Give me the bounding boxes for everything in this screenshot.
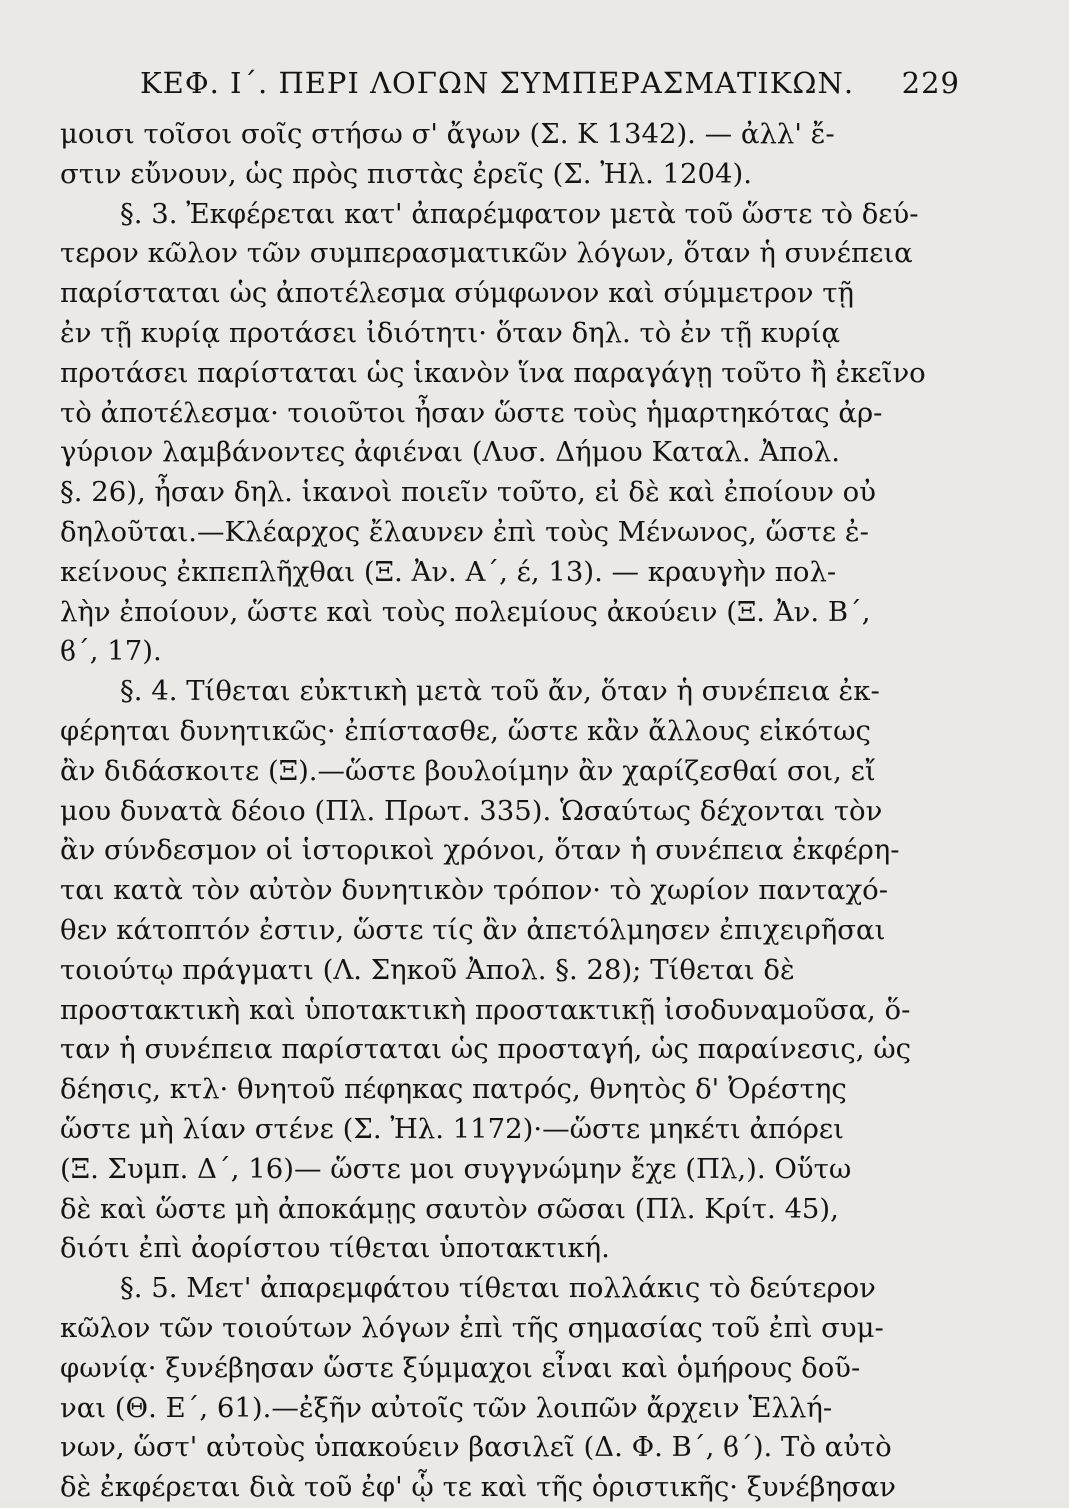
paragraph-3-start: §. 3. Ἐκφέρεται κατ' ἀπαρέμφατον μετὰ τοῦ ὥστε τὸ δεύ- bbox=[120, 197, 919, 230]
text-line: ὥστε μὴ λίαν στένε (Σ. Ἠλ. 1172)·—ὥστε μηκέτι ἀπόρει bbox=[60, 1112, 844, 1145]
text-line: ναι (Θ. Ε΄, 61).—ἐξῆν αὐτοῖς τῶν λοιπῶν ἄρχειν Ἑλλή- bbox=[60, 1391, 833, 1424]
text-line: φέρηται δυνητικῶς· ἐπίστασθε, ὥστε κἂν ἄλλους εἰκότως bbox=[60, 714, 871, 747]
text-line: τερον κῶλον τῶν συμπερασματικῶν λόγων, ὅταν ἡ συνέπεια bbox=[60, 237, 913, 270]
text-line: δέησις, κτλ· θνητοῦ πέφηκας πατρός, θνητὸς δ' Ὀρέστης bbox=[60, 1073, 847, 1106]
text-line: μου δυνατὰ δέοιο (Πλ. Πρωτ. 335). Ὡσαύτως δέχονται τὸν bbox=[60, 794, 883, 827]
text-line: κῶλον τῶν τοιούτων λόγων ἐπὶ τῆς σημασίας τοῦ ἐπὶ συμ- bbox=[60, 1311, 884, 1344]
text-line: φωνίᾳ· ξυνέβησαν ὥστε ξύμμαχοι εἶναι καὶ ὁμήρους δοῦ- bbox=[60, 1351, 861, 1384]
running-header bbox=[140, 66, 960, 100]
text-line: ἐν τῇ κυρίᾳ προτάσει ἰδιότητι· ὅταν δηλ. τὸ ἐν τῇ κυρίᾳ bbox=[60, 316, 841, 349]
text-line: προτάσει παρίσταται ὡς ἱκανὸν ἵνα παραγάγῃ τοῦτο ἢ ἐκεῖνο bbox=[60, 356, 926, 389]
text-line: μοισι τοῖσοι σοῖς στήσω σ' ἄγων (Σ. Κ 1342). — ἀλλ' ἔ- bbox=[60, 118, 835, 150]
text-line: §. 26), ἦσαν δηλ. ἱκανοὶ ποιεῖν τοῦτο, εἰ δὲ καὶ ἐποίουν οὐ bbox=[60, 476, 876, 509]
paragraph-5-start: §. 5. Μετ' ἀπαρεμφάτου τίθεται πολλάκις τὸ δεύτερον bbox=[120, 1272, 876, 1305]
text-line: δηλοῦται.—Κλέαρχος ἔλαυνεν ἐπὶ τοὺς Μένωνος, ὥστε ἐ- bbox=[60, 515, 869, 548]
text-line: ϐ΄, 17). bbox=[60, 635, 162, 668]
text-line: γύριον λαμβάνοντες ἀφιέναι (Λυσ. Δήμου Καταλ. Ἀπολ. bbox=[60, 436, 840, 469]
text-line: ἂν διδάσκοιτε (Ξ).—ὥστε βουλοίμην ἂν χαρίζεσθαί σοι, εἴ bbox=[60, 754, 876, 787]
text-line: ἂν σύνδεσμον οἱ ἱστορικοὶ χρόνοι, ὅταν ἡ συνέπεια ἐκφέρη- bbox=[60, 834, 900, 867]
text-line: παρίσταται ὡς ἀποτέλεσμα σύμφωνον καὶ σύμμετρον τῇ bbox=[60, 277, 854, 310]
text-line: δὲ ἐκφέρεται διὰ τοῦ ἐφ' ᾧ τε καὶ τῆς ὁριστικῆς· ξυνέβησαν bbox=[60, 1471, 896, 1504]
page-number: 229 bbox=[901, 66, 960, 100]
text-line: τοιούτῳ πράγματι (Λ. Σηκοῦ Ἀπολ. §. 28); Τίθεται δὲ bbox=[60, 953, 795, 986]
text-line: προστακτικὴ καὶ ὑποτακτικὴ προστακτικῇ ἰσοδυναμοῦσα, ὅ- bbox=[60, 993, 911, 1026]
text-line: νων, ὥστ' αὐτοὺς ὑπακούειν βασιλεῖ (Δ. Φ. Β΄, ϐ΄). Τὸ αὐτὸ bbox=[60, 1431, 892, 1464]
text-line: τὸ ἀποτέλεσμα· τοιοῦτοι ἦσαν ὥστε τοὺς ἡμαρτηκότας ἀρ- bbox=[60, 396, 883, 429]
text-line: διότι ἐπὶ ἀορίστου τίθεται ὑποτακτική. bbox=[60, 1232, 610, 1265]
text-line: λὴν ἐποίουν, ὥστε καὶ τοὺς πολεμίους ἀκούειν (Ξ. Ἀν. Β΄, bbox=[60, 595, 871, 628]
paragraph-4-start: §. 4. Τίθεται εὐκτικὴ μετὰ τοῦ ἄν, ὅταν ἡ συνέπεια ἐκ- bbox=[120, 675, 880, 708]
text-line: στιν εὔνουν, ὡς πρὸς πιστὰς ἐρεῖς (Σ. Ἠλ. 1204). bbox=[60, 157, 753, 190]
text-line: δὲ καὶ ὥστε μὴ ἀποκάμῃς σαυτὸν σῶσαι (Πλ. Κρίτ. 45), bbox=[60, 1192, 839, 1225]
chapter-title: ΚΕΦ. Ι΄. ΠΕΡΙ ΛΟΓΩΝ ΣΥΜΠΕΡΑΣΜΑΤΙΚΩΝ. bbox=[140, 66, 855, 100]
text-line: (Ξ. Συμπ. Δ΄, 16)— ὥστε μοι συγγνώμην ἔχε (Πλ,). Οὕτω bbox=[60, 1152, 852, 1185]
text-line: ταν ἡ συνέπεια παρίσταται ὡς προσταγή, ὡς παραίνεσις, ὡς bbox=[60, 1033, 912, 1066]
text-line: ται κατὰ τὸν αὐτὸν δυνητικὸν τρόπον· τὸ χωρίον πανταχό- bbox=[60, 874, 888, 907]
text-line: κείνους ἐκπεπλῆχθαι (Ξ. Ἀν. Α΄, έ, 13). — κραυγὴν πολ- bbox=[60, 555, 837, 588]
text-line: θεν κάτοπτόν ἐστιν, ὥστε τίς ἂν ἀπετόλμησεν ἐπιχειρῆσαι bbox=[60, 913, 886, 946]
body-text bbox=[60, 115, 952, 1508]
